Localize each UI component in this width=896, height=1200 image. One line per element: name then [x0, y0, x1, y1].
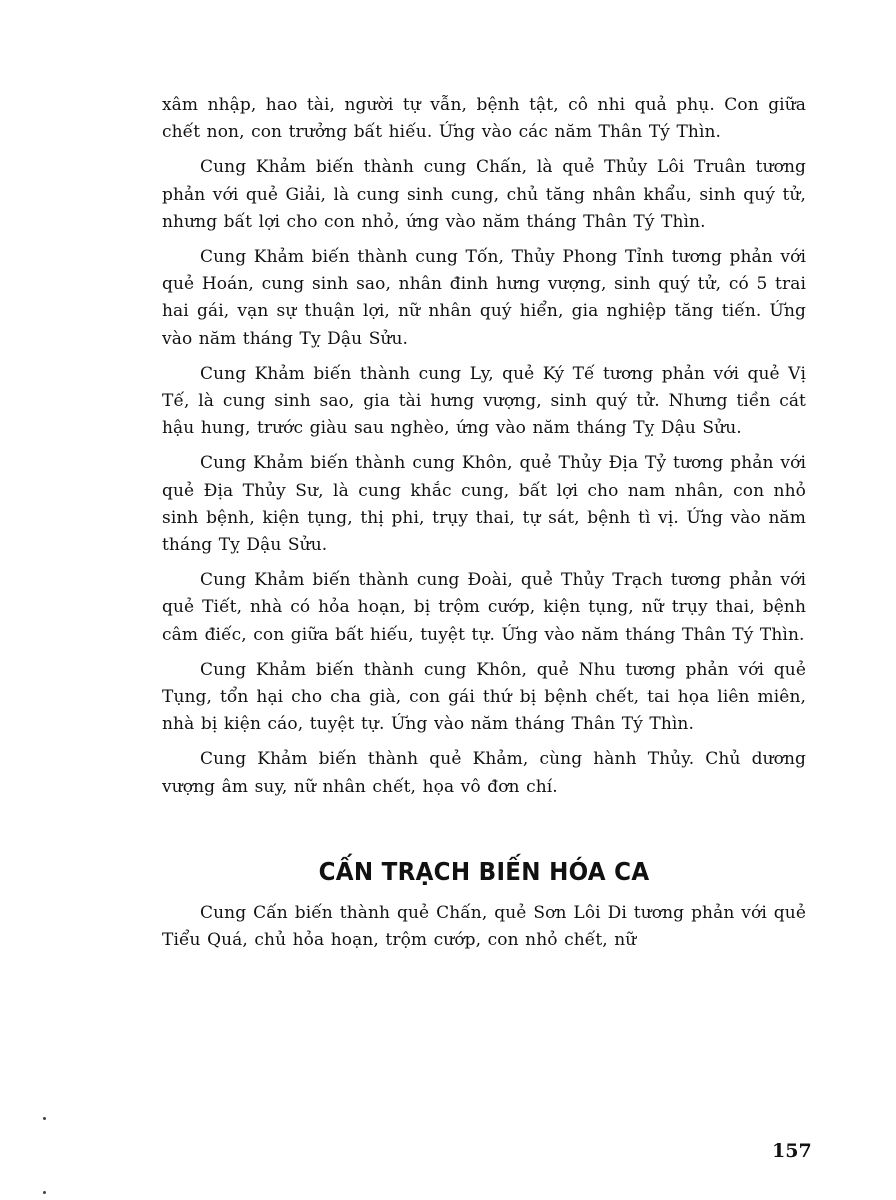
scan-speck	[43, 1191, 46, 1194]
scan-speck	[43, 1117, 46, 1120]
paragraph: Cung Khảm biến thành cung Tốn, Thủy Phong Tỉnh tương phản với quẻ Hoán, cung sinh sao, nhân đinh hưng vượng, sinh quý tử, có 5 trai hai gái, vạn sự thuận lợi, nữ nhân quý hiển, gia nghiệp tăng tiến. Ứng vào năm tháng Tỵ Dậu Sửu.	[162, 247, 806, 349]
paragraph-continued: xâm nhập, hao tài, người tự vẫn, bệnh tật, cô nhi quả phụ. Con giữa chết non, con trưởng bất hiếu. Ứng vào các năm Thân Tý Thìn.	[162, 95, 806, 143]
paragraph: Cung Khảm biến thành quẻ Khảm, cùng hành Thủy. Chủ dương vượng âm suy, nữ nhân chết, họa vô đơn chí.	[162, 749, 806, 797]
page-number: 157	[772, 1140, 812, 1162]
paragraph: Cung Cấn biến thành quẻ Chấn, quẻ Sơn Lôi Di tương phản với quẻ Tiểu Quá, chủ hỏa hoạn, trộm cướp, con nhỏ chết, nữ	[162, 902, 806, 951]
section-heading: CẤN TRẠCH BIẾN HÓA CA	[318, 856, 650, 886]
paragraph: Cung Khảm biến thành cung Khôn, quẻ Nhu tương phản với quẻ Tụng, tổn hại cho cha già, con gái thứ bị bệnh chết, tai họa liên miên, nhà bị kiện cáo, tuyệt tự. Ứng vào năm tháng Thân Tý Thìn.	[162, 659, 806, 735]
page-body	[162, 92, 806, 962]
paragraph: Cung Khảm biến thành cung Chấn, là quẻ Thủy Lôi Truân tương phản với quẻ Giải, là cung sinh cung, chủ tăng nhân khẩu, sinh quý tử, nhưng bất lợi cho con nhỏ, ứng vào năm tháng Thân Tý Thìn.	[162, 157, 806, 232]
paragraph: Cung Khảm biến thành cung Khôn, quẻ Thủy Địa Tỷ tương phản với quẻ Địa Thủy Sư, là cung khắc cung, bất lợi cho nam nhân, con nhỏ sinh bệnh, kiện tụng, thị phi, trụy thai, tự sát, bệnh tì vị. Ứng vào năm tháng Tỵ Dậu Sửu.	[162, 453, 806, 556]
paragraph: Cung Khảm biến thành cung Ly, quẻ Ký Tế tương phản với quẻ Vị Tế, là cung sinh sao, gia tài hưng vượng, sinh quý tử. Nhưng tiền cát hậu hung, trước giàu sau nghèo, ứng vào năm tháng Tỵ Dậu Sửu.	[162, 363, 806, 439]
paragraph: Cung Khảm biến thành cung Đoài, quẻ Thủy Trạch tương phản với quẻ Tiết, nhà có hỏa hoạn, bị trộm cướp, kiện tụng, nữ trụy thai, bệnh câm điếc, con giữa bất hiếu, tuyệt tự. Ứng vào năm tháng Thân Tý Thìn.	[162, 570, 806, 645]
